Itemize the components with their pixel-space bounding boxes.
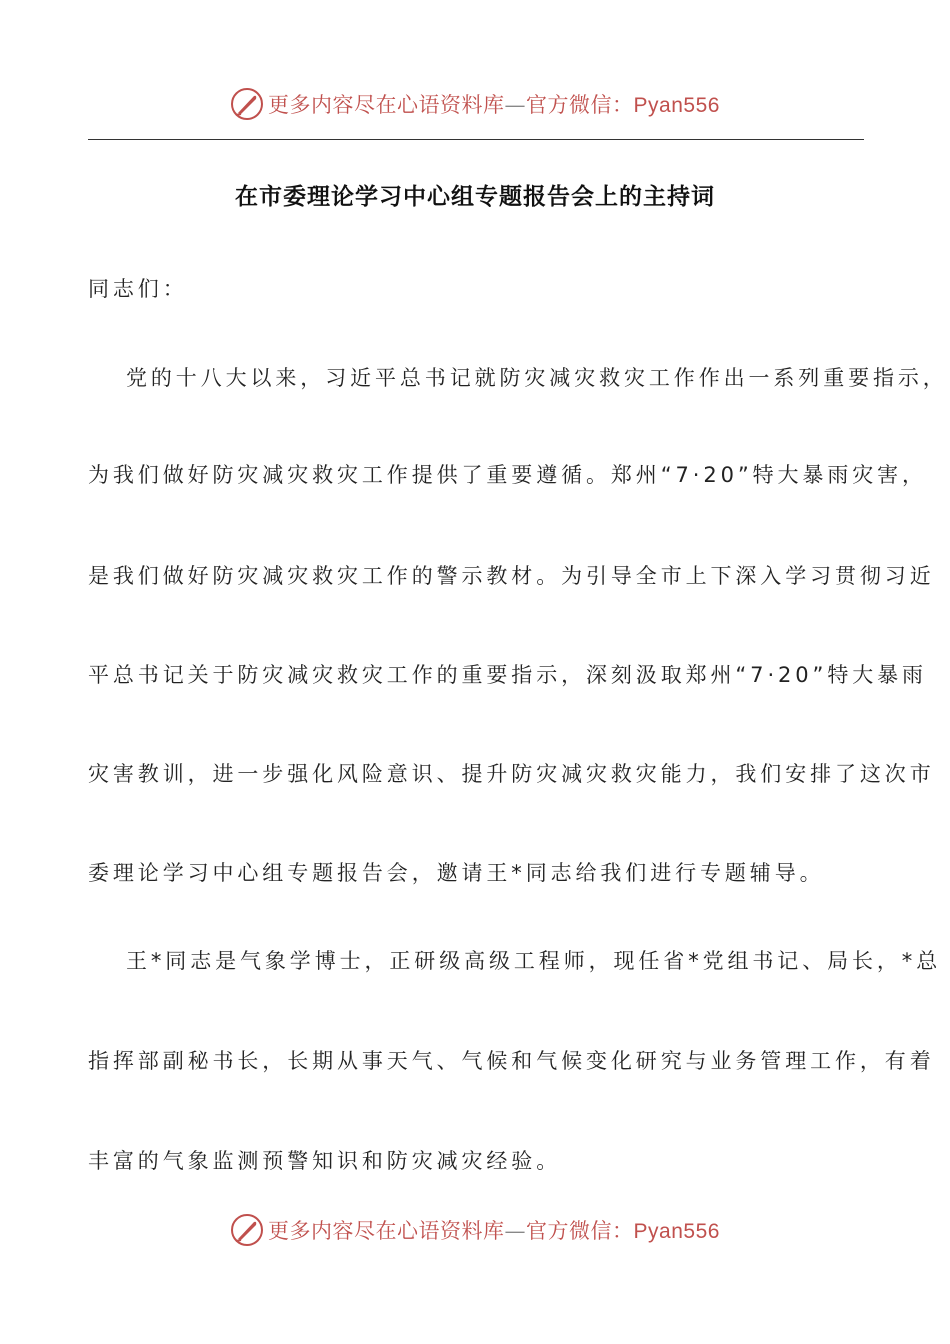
banner-text: [268, 89, 720, 119]
banner-dash: —: [504, 1219, 527, 1243]
banner-site-name: 更多内容尽在心语资料库: [268, 93, 505, 117]
banner-dash: —: [504, 93, 527, 117]
paragraph-2-line: 王*同志是气象学博士，正研级高级工程师，现任省*党组书记、局长，*总: [126, 949, 942, 973]
header-divider: [88, 139, 864, 140]
footer-banner: [0, 1210, 950, 1250]
quill-logo-icon: [230, 1213, 264, 1247]
banner-site-name: 更多内容尽在心语资料库: [268, 1219, 505, 1243]
paragraph-1-line: 委理论学习中心组专题报告会，邀请王*同志给我们进行专题辅导。: [88, 861, 825, 885]
banner-wechat-id: Pyan556: [633, 94, 720, 117]
banner-wechat-id: Pyan556: [633, 1220, 720, 1243]
paragraph-2-line: 指挥部副秘书长，长期从事天气、气候和气候变化研究与业务管理工作，有着: [88, 1049, 935, 1073]
paragraph-1-line: 灾害教训，进一步强化风险意识、提升防灾减灾救灾能力，我们安排了这次市: [88, 762, 935, 786]
banner-wechat-label: 官方微信：: [526, 1219, 634, 1243]
paragraph-1-line: 平总书记关于防灾减灾救灾工作的重要指示，深刻汲取郑州“7·20”特大暴雨: [88, 663, 927, 687]
salutation: 同志们：: [88, 277, 188, 301]
paragraph-1-line: 党的十八大以来，习近平总书记就防灾减灾救灾工作作出一系列重要指示，: [126, 366, 948, 390]
header-banner: [0, 84, 950, 124]
paragraph-1-line: 是我们做好防灾减灾救灾工作的警示教材。为引导全市上下深入学习贯彻习近: [88, 564, 935, 588]
paragraph-2-line: 丰富的气象监测预警知识和防灾减灾经验。: [88, 1149, 562, 1173]
paragraph-1-line: 为我们做好防灾减灾救灾工作提供了重要遵循。郑州“7·20”特大暴雨灾害，: [88, 463, 927, 487]
banner-wechat-label: 官方微信：: [526, 93, 634, 117]
quill-logo-icon: [230, 87, 264, 121]
document-title: 在市委理论学习中心组专题报告会上的主持词: [235, 184, 715, 210]
banner-text: [268, 1215, 720, 1245]
